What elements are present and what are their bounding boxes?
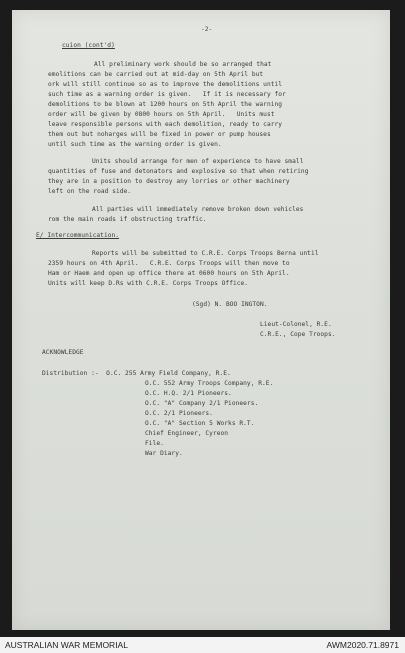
text-line: such time as a warning order is given. If it is necessary for xyxy=(48,91,286,98)
text-line: they are in a position to destroy any lorries or other machinery xyxy=(48,178,290,185)
acknowledge-label: ACKNOWLEDGE xyxy=(42,349,84,356)
archive-footer xyxy=(0,637,405,653)
text-line: leave responsible persons with each demolition, ready to carry xyxy=(48,121,283,128)
distribution-line: Distribution :- O.C. 255 Army Field Company, R.E. xyxy=(42,370,231,377)
signatory-title: C.R.E., Cope Troops. xyxy=(260,331,336,338)
section-heading: E/ Intercommunication. xyxy=(36,232,120,239)
page-number: -2- xyxy=(201,26,213,33)
text-line: them out but noharges will be fixed in power or pump houses xyxy=(48,131,271,138)
distribution-line: O.C. H.Q. 2/1 Pioneers. xyxy=(145,390,232,397)
section-heading: cuion (cont'd) xyxy=(62,42,115,49)
text-line: until such time as the warning order is given. xyxy=(48,141,222,148)
document-page xyxy=(12,10,390,630)
text-line: order will be given by 0800 hours on 5th April. Units must xyxy=(48,111,275,118)
distribution-line: O.C. "A" Section 5 Works R.T. xyxy=(145,420,255,427)
signatory-rank: Lieut-Colonel, R.E. xyxy=(260,321,332,328)
text-line: 2359 hours on 4th April. C.R.E. Corps Troops will then move to xyxy=(48,260,290,267)
text-line: Ham or Haem and open up office there at 0600 hours on 5th April. xyxy=(48,270,290,277)
text-line: All preliminary work should be so arranged that xyxy=(94,61,272,68)
text-line: left on the road side. xyxy=(48,188,132,195)
distribution-line: File. xyxy=(145,440,164,447)
footer-accession-number: AWM2020.71.8971 xyxy=(326,640,399,650)
text-line: emolitions can be carried out at mid-day on 5th April but xyxy=(48,71,264,78)
distribution-line: O.C. 552 Army Troops Company, R.E. xyxy=(145,380,274,387)
distribution-line: O.C. "A" Company 2/1 Pioneers. xyxy=(145,400,259,407)
footer-institution: AUSTRALIAN WAR MEMORIAL xyxy=(5,640,128,650)
text-line: ork will still continue so as to improve the demolitions until xyxy=(48,81,283,88)
text-line: All parties will immediately remove broken down vehicles xyxy=(92,206,304,213)
text-line: Units will keep D.Rs with C.R.E. Corps Troops Office. xyxy=(48,280,249,287)
text-line: demolitions to be blown at 1200 hours on 5th April the warning xyxy=(48,101,283,108)
distribution-line: O.C. 2/1 Pioneers. xyxy=(145,410,213,417)
signature-line: (Sgd) N. BOO INGTON. xyxy=(192,301,268,308)
text-line: rom the main roads if obstructing traffic. xyxy=(48,216,207,223)
distribution-line: War Diary. xyxy=(145,450,183,457)
text-line: Reports will be submitted to C.R.E. Corps Troops Berna until xyxy=(92,250,319,257)
distribution-line: Chief Engineer, Cyreon xyxy=(145,430,229,437)
text-line: Units should arrange for men of experience to have small xyxy=(92,158,304,165)
text-line: quantities of fuse and detonators and explosive so that when retiring xyxy=(48,168,309,175)
